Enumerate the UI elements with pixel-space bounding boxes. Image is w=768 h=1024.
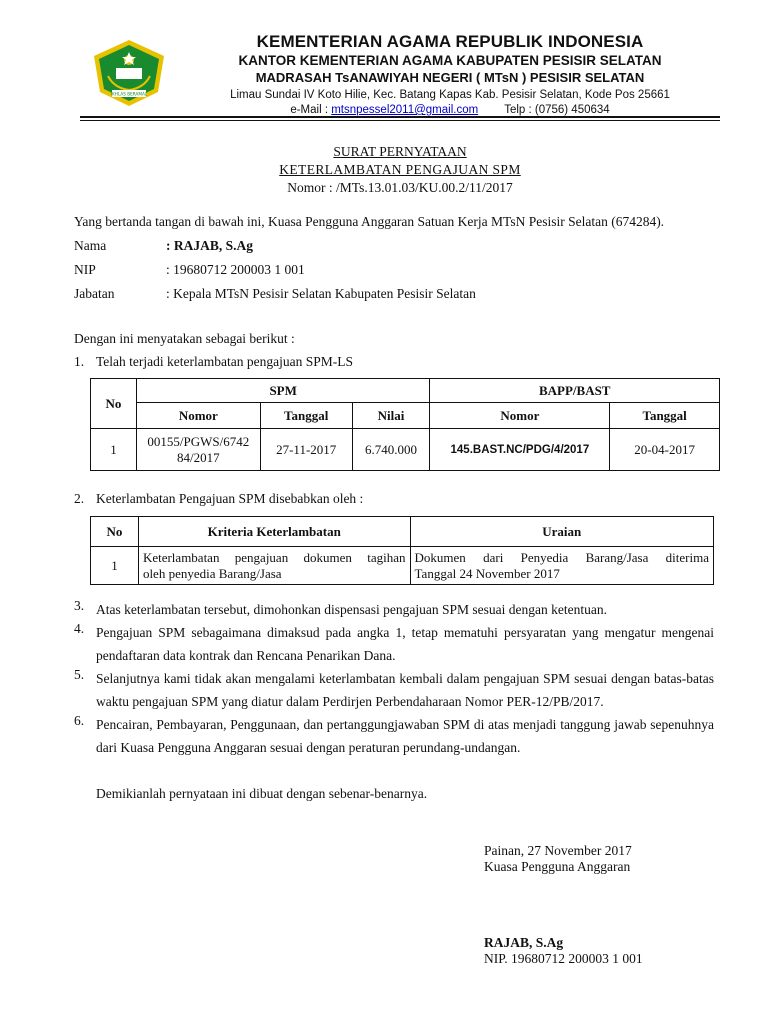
cell-kriteria xyxy=(138,547,410,585)
letterhead-rule-thick xyxy=(80,116,720,118)
item-number: 4. xyxy=(74,621,85,636)
item-text: Atas keterlambatan tersebut, dimohonkan dispensasi pengajuan SPM sesuai dengan ketentuan. xyxy=(96,602,608,617)
col-kriteria: Kriteria Keterlambatan xyxy=(138,517,410,547)
col-spm: SPM xyxy=(136,379,430,403)
cell-uraian-line2: Tanggal 24 November 2017 xyxy=(414,565,560,581)
identity-label-nip: NIP xyxy=(74,262,96,277)
item-number: 2. xyxy=(74,491,85,506)
reason-table xyxy=(90,516,714,585)
col-spm-nilai: Nilai xyxy=(352,403,430,429)
cell-bast-tanggal: 20-04-2017 xyxy=(610,429,720,471)
letterhead-address: Limau Sundai IV Koto Hilie, Kec. Batang Kapas Kab. Pesisir Selatan, Kode Pos 25661 xyxy=(230,89,670,101)
item-text: Telah terjadi keterlambatan pengajuan SPM-LS xyxy=(96,354,353,369)
col-bapp: BAPP/BAST xyxy=(430,379,720,403)
col-spm-nomor: Nomor xyxy=(136,403,260,429)
table-row xyxy=(91,429,720,471)
col-bast-tanggal: Tanggal xyxy=(610,403,720,429)
cell-no: 1 xyxy=(91,429,137,471)
closing-text: Demikianlah pernyataan ini dibuat dengan sebenar-benarnya. xyxy=(96,786,428,801)
phone-text: Telp : (0756) 450634 xyxy=(504,104,610,116)
item-number: 1. xyxy=(74,354,85,369)
statement-item-5 xyxy=(74,667,714,713)
identity-value-position: : Kepala MTsN Pesisir Selatan Kabupaten Pesisir Selatan xyxy=(166,286,476,301)
statement-item-4 xyxy=(74,621,714,667)
item-text: Keterlambatan Pengajuan SPM disebabkan oleh : xyxy=(96,491,364,506)
cell-spm-nomor xyxy=(136,429,260,471)
email-label: e-Mail : xyxy=(290,104,332,116)
signature-role: Kuasa Pengguna Anggaran xyxy=(484,859,631,874)
signature-nip: NIP. 19680712 200003 1 001 xyxy=(484,951,643,966)
identity-value-nip: : 19680712 200003 1 001 xyxy=(166,262,305,277)
identity-label-position: Jabatan xyxy=(74,286,115,301)
email-link[interactable]: mtsnpessel2011@gmail.com xyxy=(331,104,479,116)
ministry-logo xyxy=(90,38,168,108)
signature-place-date: Painan, 27 November 2017 xyxy=(484,843,632,858)
table-row xyxy=(91,547,714,585)
letterhead-office: KANTOR KEMENTERIAN AGAMA KABUPATEN PESISIR SELATAN xyxy=(238,53,662,68)
cell-bast-nomor: 145.BAST.NC/PDG/4/2017 xyxy=(430,429,610,471)
cell-spm-tanggal: 27-11-2017 xyxy=(260,429,352,471)
cell-nilai: 6.740.000 xyxy=(352,429,430,471)
col-no: No xyxy=(91,379,137,429)
intro-text: Yang bertanda tangan di bawah ini, Kuasa Pengguna Anggaran Satuan Kerja MTsN Pesisir Selatan (674284). xyxy=(74,214,665,229)
cell-no: 1 xyxy=(91,547,139,585)
item-text: Selanjutnya kami tidak akan mengalami keterlambatan kembali dalam pengajuan SPM sesuai dengan batas-batas waktu pengajuan SPM yang diatur dalam Perdirjen Perbendaharaan Nomor PER-12/PB/2017. xyxy=(96,671,714,709)
letterhead-ministry: KEMENTERIAN AGAMA REPUBLIK INDONESIA xyxy=(256,32,644,51)
letterhead-school: MADRASAH TsANAWIYAH NEGERI ( MTsN ) PESISIR SELATAN xyxy=(255,70,645,85)
cell-uraian-line1: Dokumen dari Penyedia Barang/Jasa diterima xyxy=(414,549,709,565)
document-title: SURAT PERNYATAAN xyxy=(333,144,467,159)
item-number: 6. xyxy=(74,713,85,728)
spm-table xyxy=(90,378,720,471)
item-number: 5. xyxy=(74,667,85,682)
cell-spm-nomor-line2: 84/2017 xyxy=(177,449,220,465)
identity-label-name: Nama xyxy=(74,238,107,253)
item-text: Pengajuan SPM sebagaimana dimaksud pada angka 1, tetap mematuhi persyaratan yang mengatur mengenai pendaftaran data kontrak dan Rencana Penarikan Dana. xyxy=(96,625,714,663)
col-no: No xyxy=(91,517,139,547)
signature-name: RAJAB, S.Ag xyxy=(484,935,564,950)
letterhead xyxy=(180,32,720,118)
document-subtitle: KETERLAMBATAN PENGAJUAN SPM xyxy=(279,162,521,177)
cell-kriteria-line2: oleh penyedia Barang/Jasa xyxy=(142,565,282,581)
col-uraian: Uraian xyxy=(410,517,713,547)
logo-motto: IKHLAS BERAMAL xyxy=(110,91,148,97)
cell-uraian xyxy=(410,547,713,585)
cell-spm-nomor-line1: 00155/PGWS/6742 xyxy=(147,433,250,449)
statement-item-3 xyxy=(74,598,714,622)
letterhead-rule-thin xyxy=(80,120,720,121)
statement-item-6 xyxy=(74,713,714,759)
item-number: 3. xyxy=(74,598,85,613)
identity-value-name: : RAJAB, S.Ag xyxy=(166,238,254,253)
document-number: Nomor : /MTs.13.01.03/KU.00.2/11/2017 xyxy=(287,180,513,195)
col-bast-nomor: Nomor xyxy=(430,403,610,429)
statement-intro: Dengan ini menyatakan sebagai berikut : xyxy=(74,331,295,346)
col-spm-tanggal: Tanggal xyxy=(260,403,352,429)
item-text: Pencairan, Pembayaran, Penggunaan, dan pertanggungjawaban SPM di atas menjadi tanggung jawab sepenuhnya dari Kuasa Pengguna Anggaran sesuai dengan peraturan perundang-undangan. xyxy=(96,717,714,755)
cell-kriteria-line1: Keterlambatan pengajuan dokumen tagihan xyxy=(142,549,406,565)
